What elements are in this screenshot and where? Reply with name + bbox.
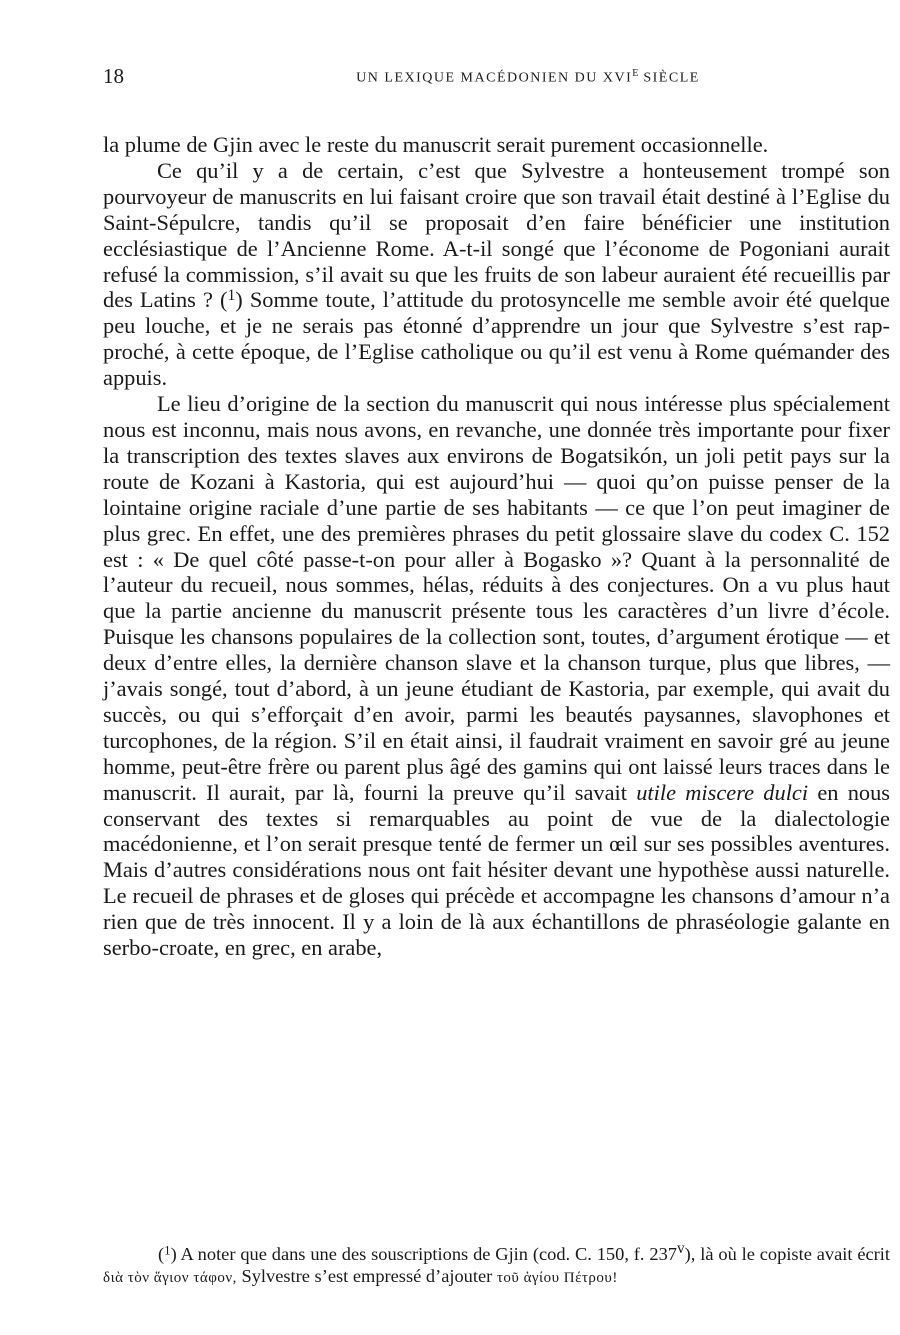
- page-number: 18: [103, 64, 124, 88]
- paragraph-3-text-a: Le lieu d’origine de la section du manuscrit qui nous intéresse plus spécialement nous est inconnu, mais nous avons, en revanche, une donnée très importante pour fixer la transcription des textes slaves aux environs de Bogatsikón, un joli petit pays sur la route de Kozani à Kastoria, qui est aujourd’hui — quoi qu’on puisse penser de la lointaine origine raciale d’une partie de ses habitants — ce que l’on peut imaginer de plus grec. En effet, une des premières phrases du petit glossaire slave du codex C. 152 est : « De quel côté passe-t-on pour aller à Bogasko »? Quant à la personnalité de l’auteur du recueil, nous sommes, hélas, réduits à des conjectures. On a vu plus haut que la partie ancienne du manuscrit présente tous les caractères d’un livre d’école. Puisque les chansons populaires de la collection sont, toutes, d’argument érotique — et deux d’entre elles, la dernière chanson slave et la chanson turque, plus que libres, — j’avais songé, tout d’abord, à un jeune étudiant de Kastoria, par exemple, qui avait du succès, ou qui s’efforçait d’en avoir, parmi les beautés paysannes, slavophones et turcophones, de la région. S’il en était ainsi, il faudrait vraiment en savoir gré au jeune homme, peut-être frère ou parent plus âgé des gamins qui ont laissé leurs traces dans le manuscrit. Il aurait, par là, fourni la preuve qu’il savait: [103, 391, 890, 805]
- paragraph-3-text-b: en nous conservant des textes si remarquables au point de vue de la dialectologie macédonienne, et l’on serait presque tenté de fermer un œil sur ses possibles aventures. Mais d’autres considérations nous ont fait hésiter devant une hypothèse aussi naturelle. Le recueil de phrases et de gloses qui précède et accompagne les chansons d’amour n’a rien que de très innocent. Il y a loin de là aux échantillons de phraséologie galante en serbo-croate, en grec, en arabe,: [103, 779, 890, 961]
- greek-phrase-1: διὰ τὸν ἅγιον τάφον,: [103, 1270, 237, 1287]
- footnote-text-c: Sylvestre s’est empressé d’ajouter: [236, 1266, 497, 1287]
- footnote-1: ($^1$) A noter que dans une des souscriptions de Gjin (cod. C. 150, f. 237$^v$), là où le copiste avait écrit διὰ τὸν ἅγιον τάφον, Sylvestre s’est empressé d’ajouter τοῦ ἁγίου Πέτρου!: [103, 1240, 891, 1287]
- page-header: [103, 64, 893, 92]
- running-title-superscript: E: [632, 68, 639, 79]
- paragraph-2-text-b: ) Somme toute, l’attitude du protosyncelle me semble avoir été quelque peu louche, et je ne serais pas étonné d’apprendre un jour que Sylvestre s’est rapproché, à cette époque, de l’Eglise catholique ou qu’il est venu à Rome quémander des appuis.: [103, 287, 890, 391]
- paragraph-2-text-a: Ce qu’il y a de certain, c’est que Sylvestre a honteusement trompé son pourvoyeur de manuscrits en lui faisant croire que son travail était destiné à l’Eglise du Saint-Sépulcre, tandis qu’il se proposait d’en faire bénéficier une institution ecclésiastique de l’Ancienne Rome. A-t-il songé que l’économe de Pogoniani aurait refusé la commission, s’il avait su que les fruits de son labeur auraient été recueillis par des Latins ? (: [103, 157, 890, 313]
- paragraph-3: [103, 391, 890, 961]
- running-title: [103, 68, 893, 87]
- footnotes: [103, 1238, 890, 1289]
- greek-phrase-2: τοῦ ἁγίου Πέτρου!: [496, 1270, 618, 1287]
- paragraph-2: [103, 158, 890, 391]
- footnote-text-a: A noter que dans une des souscriptions de Gjin (cod. C. 150, f. 237: [176, 1244, 677, 1265]
- running-title-main: UN LEXIQUE MACÉDONIEN DU XVI: [356, 70, 633, 86]
- latin-quote: utile miscere dulci: [636, 779, 809, 805]
- footnote-marker: 1: [164, 1243, 171, 1258]
- footnote-text-b: ), là où le copiste avait écrit: [684, 1244, 891, 1265]
- footnote-verso-sup: v: [676, 1240, 685, 1257]
- running-title-end: SIÈCLE: [638, 70, 700, 86]
- body-text: [103, 132, 890, 961]
- footnote-reference[interactable]: 1: [227, 287, 236, 305]
- paragraph-1: la plume de Gjin avec le reste du manuscrit serait purement occasionnelle.: [103, 132, 769, 157]
